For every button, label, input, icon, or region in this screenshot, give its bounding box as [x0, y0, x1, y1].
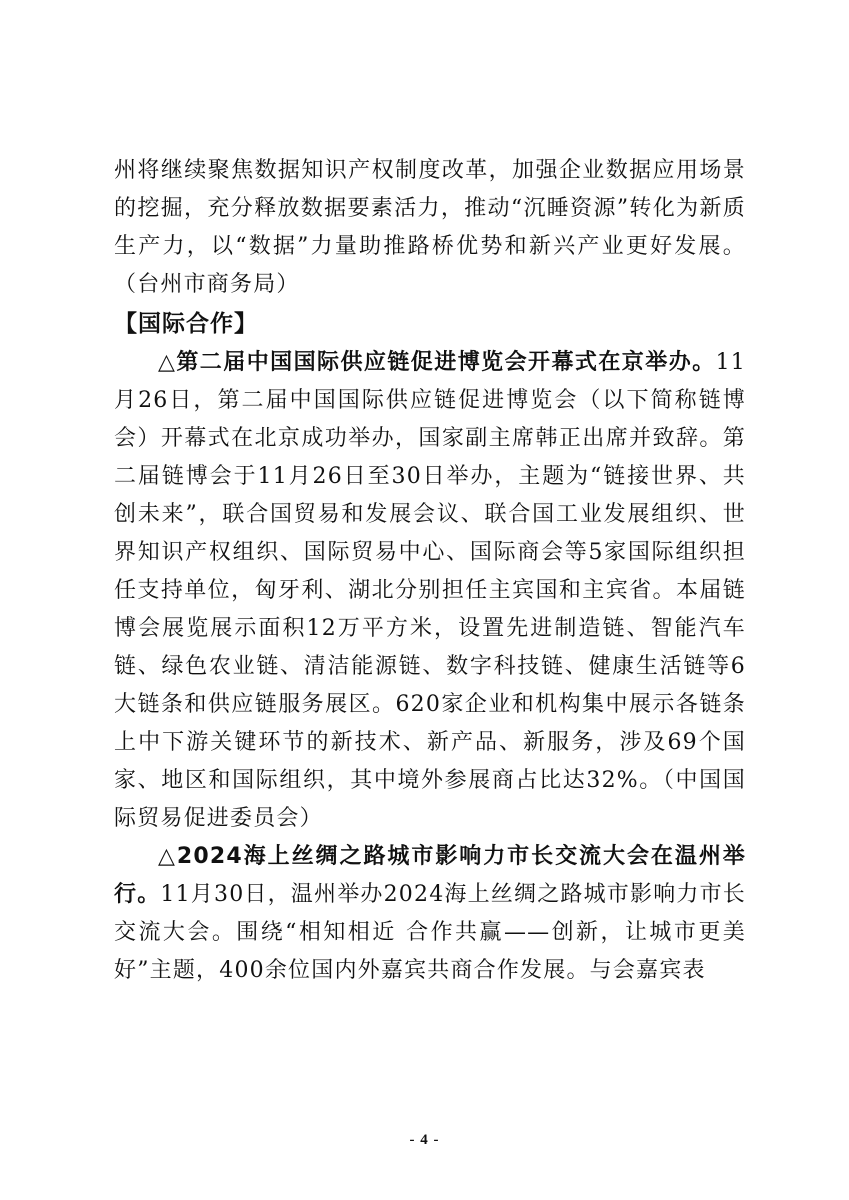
news-item-headline: △2024海上丝绸之路城市影响力市长交流大会在温州举行。 — [114, 844, 746, 907]
news-item-text: 11月26日，第二届中国国际供应链促进博览会（以下简称链博会）开幕式在北京成功举办，国家副主席韩正出席并致辞。第二届链博会于11月26日至30日举办，主题为“链接世界、共创未来”，联合国贸易和发展会议、联合国工业发展组织、世界知识产权组织、国际贸易中心、国际商会等5家国际组织担任支持单位，匈牙利、湖北分别担任主宾国和主宾省。本届链博会展览展示面积12万平方米，设置先进制造链、智能汽车链、绿色农业链、清洁能源链、数字科技链、健康生活链等6大链条和供应链服务展区。620家企业和机构集中展示各链条上中下游关键环节的新技术、新产品、新服务，涉及69个国家、地区和国际组织，其中境外参展商占比达32%。（中国国际贸易促进委员会） — [114, 350, 746, 831]
news-item-supply-chain-expo — [114, 344, 746, 838]
news-item-headline: △第二届中国国际供应链促进博览会开幕式在京举办。 — [158, 350, 716, 375]
page-number: - 4 - — [409, 1132, 440, 1148]
section-heading: 【国际合作】 — [114, 311, 258, 337]
news-item-maritime-silk-road — [114, 838, 746, 990]
document-body — [114, 152, 746, 990]
news-item-text: 11月30日，温州举办2024海上丝绸之路城市影响力市长交流大会。围绕“相知相近 合作共赢——创新，让城市更美好”主题，400余位国内外嘉宾共商合作发展。与会嘉宾表 — [114, 882, 746, 983]
continued-paragraph: 州将继续聚焦数据知识产权制度改革，加强企业数据应用场景的挖掘，充分释放数据要素活力，推动“沉睡资源”转化为新质生产力，以“数据”力量助推路桥优势和新兴产业更好发展。（台州市商务局） — [114, 158, 746, 297]
